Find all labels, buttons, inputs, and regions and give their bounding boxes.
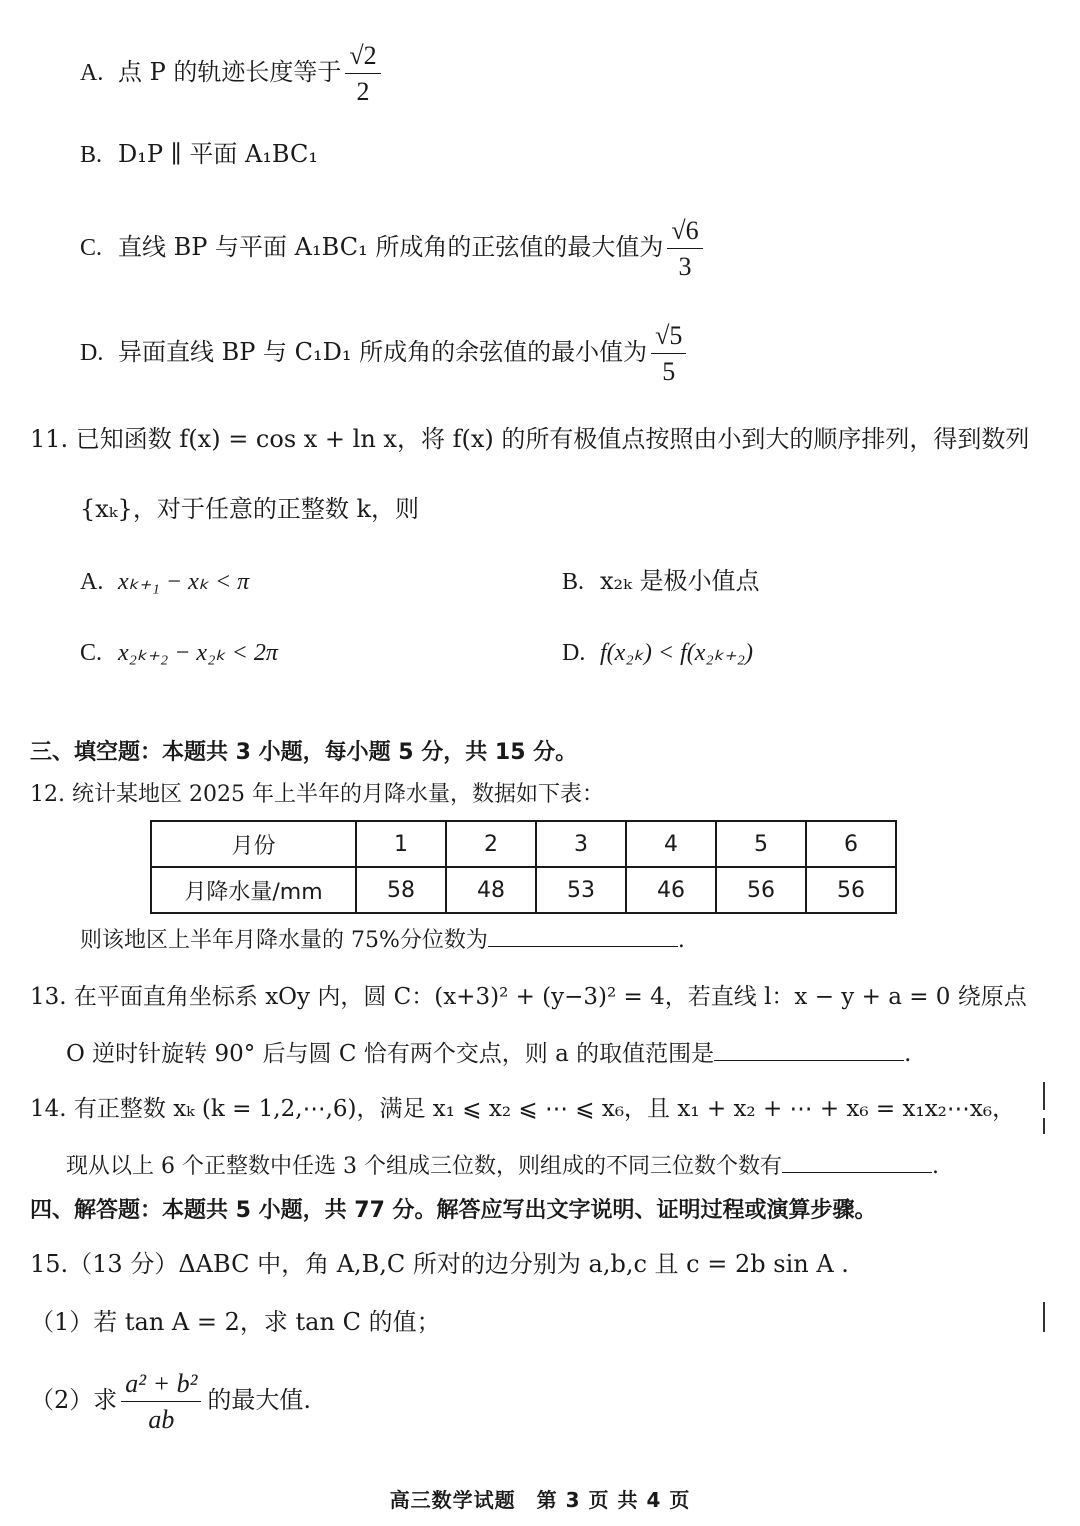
table-row <box>151 867 896 913</box>
option-text: 直线 BP 与平面 A₁BC₁ 所成角的正弦值的最大值为 <box>118 233 664 262</box>
q14-stem-line1: 14. 有正整数 xₖ (k = 1,2,⋯,6)，满足 x₁ ⩽ x₂ ⩽ ⋯ ⩽ x₆，且 x₁ + x₂ + ⋯ + x₆ = x₁x₂⋯x₆， <box>30 1096 1016 1122</box>
q12-question <box>80 926 685 954</box>
q15-part2-suffix: 的最大值. <box>207 1386 312 1415</box>
table-cell: 1 <box>356 821 446 867</box>
option-label: C. <box>80 640 103 666</box>
table-row <box>151 821 896 867</box>
fraction-numerator: a² + b² <box>121 1368 201 1402</box>
q13-end: . <box>904 1041 912 1067</box>
answer-blank[interactable] <box>714 1040 904 1061</box>
option-text: xₖ₊₁ − xₖ < π <box>118 569 250 595</box>
fraction <box>345 40 380 107</box>
table-cell: 53 <box>536 867 626 913</box>
q10-option-a <box>80 40 381 107</box>
fraction-denominator: 3 <box>678 252 692 282</box>
scan-edge-mark <box>1043 1082 1045 1110</box>
option-label: A. <box>80 60 104 87</box>
table-cell: 56 <box>806 867 896 913</box>
table-header-cell: 月降水量/mm <box>151 867 356 913</box>
q10-option-d <box>80 320 686 387</box>
q13-stem-line1: 13. 在平面直角坐标系 xOy 内，圆 C：(x+3)² + (y−3)² = 4，若直线 l：x − y + a = 0 绕原点 <box>30 984 1027 1010</box>
option-text: x₂ₖ 是极小值点 <box>600 567 760 595</box>
table-cell: 58 <box>356 867 446 913</box>
table-cell: 3 <box>536 821 626 867</box>
q11-option-c <box>80 638 278 668</box>
q15-part2 <box>30 1368 311 1435</box>
section-heading-solutions: 四、解答题：本题共 5 小题，共 77 分。解答应写出文字说明、证明过程或演算步骤。 <box>30 1198 877 1223</box>
option-text: 点 P 的轨迹长度等于 <box>118 58 342 87</box>
q14-stem-line2 <box>66 1152 939 1180</box>
section-heading-fill-in: 三、填空题：本题共 3 小题，每小题 5 分，共 15 分。 <box>30 740 578 765</box>
fraction-numerator: √6 <box>667 215 702 249</box>
answer-blank[interactable] <box>782 1152 932 1173</box>
table-cell: 56 <box>716 867 806 913</box>
option-label: B. <box>562 569 585 595</box>
fraction-numerator: √5 <box>651 320 686 354</box>
q15-stem: 15.（13 分）ΔABC 中，角 A,B,C 所对的边分别为 a,b,c 且 c = 2b sin A . <box>30 1250 849 1278</box>
table-cell: 2 <box>446 821 536 867</box>
q11-stem-line1: 11. 已知函数 f(x) = cos x + ln x，将 f(x) 的所有极值点按照由小到大的顺序排列，得到数列 <box>30 425 1030 453</box>
q10-option-c <box>80 215 703 282</box>
rainfall-table <box>150 820 897 914</box>
q15-part2-prefix: （2）求 <box>30 1386 118 1415</box>
scan-edge-mark <box>1043 1118 1045 1134</box>
option-label: D. <box>80 340 104 367</box>
table-cell: 6 <box>806 821 896 867</box>
q13-line2-text: O 逆时针旋转 90° 后与圆 C 恰有两个交点，则 a 的取值范围是 <box>66 1041 715 1067</box>
option-label: B. <box>80 142 103 168</box>
q14-end: . <box>931 1154 939 1179</box>
q12-end: . <box>677 928 685 953</box>
option-text: f(x₂ₖ) < f(x₂ₖ₊₂) <box>600 640 753 666</box>
fraction-denominator: 5 <box>662 357 676 387</box>
option-text: x₂ₖ₊₂ − x₂ₖ < 2π <box>118 640 278 666</box>
table-cell: 5 <box>716 821 806 867</box>
q11-stem-line2: {xₖ}，对于任意的正整数 k，则 <box>80 495 419 523</box>
option-text: 异面直线 BP 与 C₁D₁ 所成角的余弦值的最小值为 <box>118 338 648 367</box>
answer-blank[interactable] <box>488 926 678 947</box>
fraction <box>651 320 686 387</box>
table-header-cell: 月份 <box>151 821 356 867</box>
fraction <box>121 1368 201 1435</box>
option-label: C. <box>80 235 103 262</box>
table-cell: 46 <box>626 867 716 913</box>
option-text: D₁P ∥ 平面 A₁BC₁ <box>118 140 319 168</box>
q14-line2-text: 现从以上 6 个正整数中任选 3 个组成三位数，则组成的不同三位数个数有 <box>66 1154 782 1179</box>
q11-option-d <box>562 638 753 668</box>
fraction-denominator: 2 <box>356 77 370 107</box>
fraction-denominator: ab <box>148 1405 175 1435</box>
q15-part1: （1）若 tan A = 2，求 tan C 的值； <box>30 1308 441 1336</box>
q12-question-text: 则该地区上半年月降水量的 75%分位数为 <box>80 928 488 953</box>
q10-option-b <box>80 140 318 170</box>
page-footer: 高三数学试题 第 3 页 共 4 页 <box>389 1488 691 1512</box>
option-label: A. <box>80 569 104 595</box>
table-cell: 4 <box>626 821 716 867</box>
q11-option-b <box>562 567 760 597</box>
q13-stem-line2 <box>66 1040 911 1069</box>
table-cell: 48 <box>446 867 536 913</box>
q11-option-a <box>80 567 249 597</box>
scan-edge-mark <box>1043 1302 1045 1332</box>
fraction-numerator: √2 <box>345 40 380 74</box>
q12-stem: 12. 统计某地区 2025 年上半年的月降水量，数据如下表： <box>30 782 604 807</box>
fraction <box>667 215 702 282</box>
option-label: D. <box>562 640 586 666</box>
